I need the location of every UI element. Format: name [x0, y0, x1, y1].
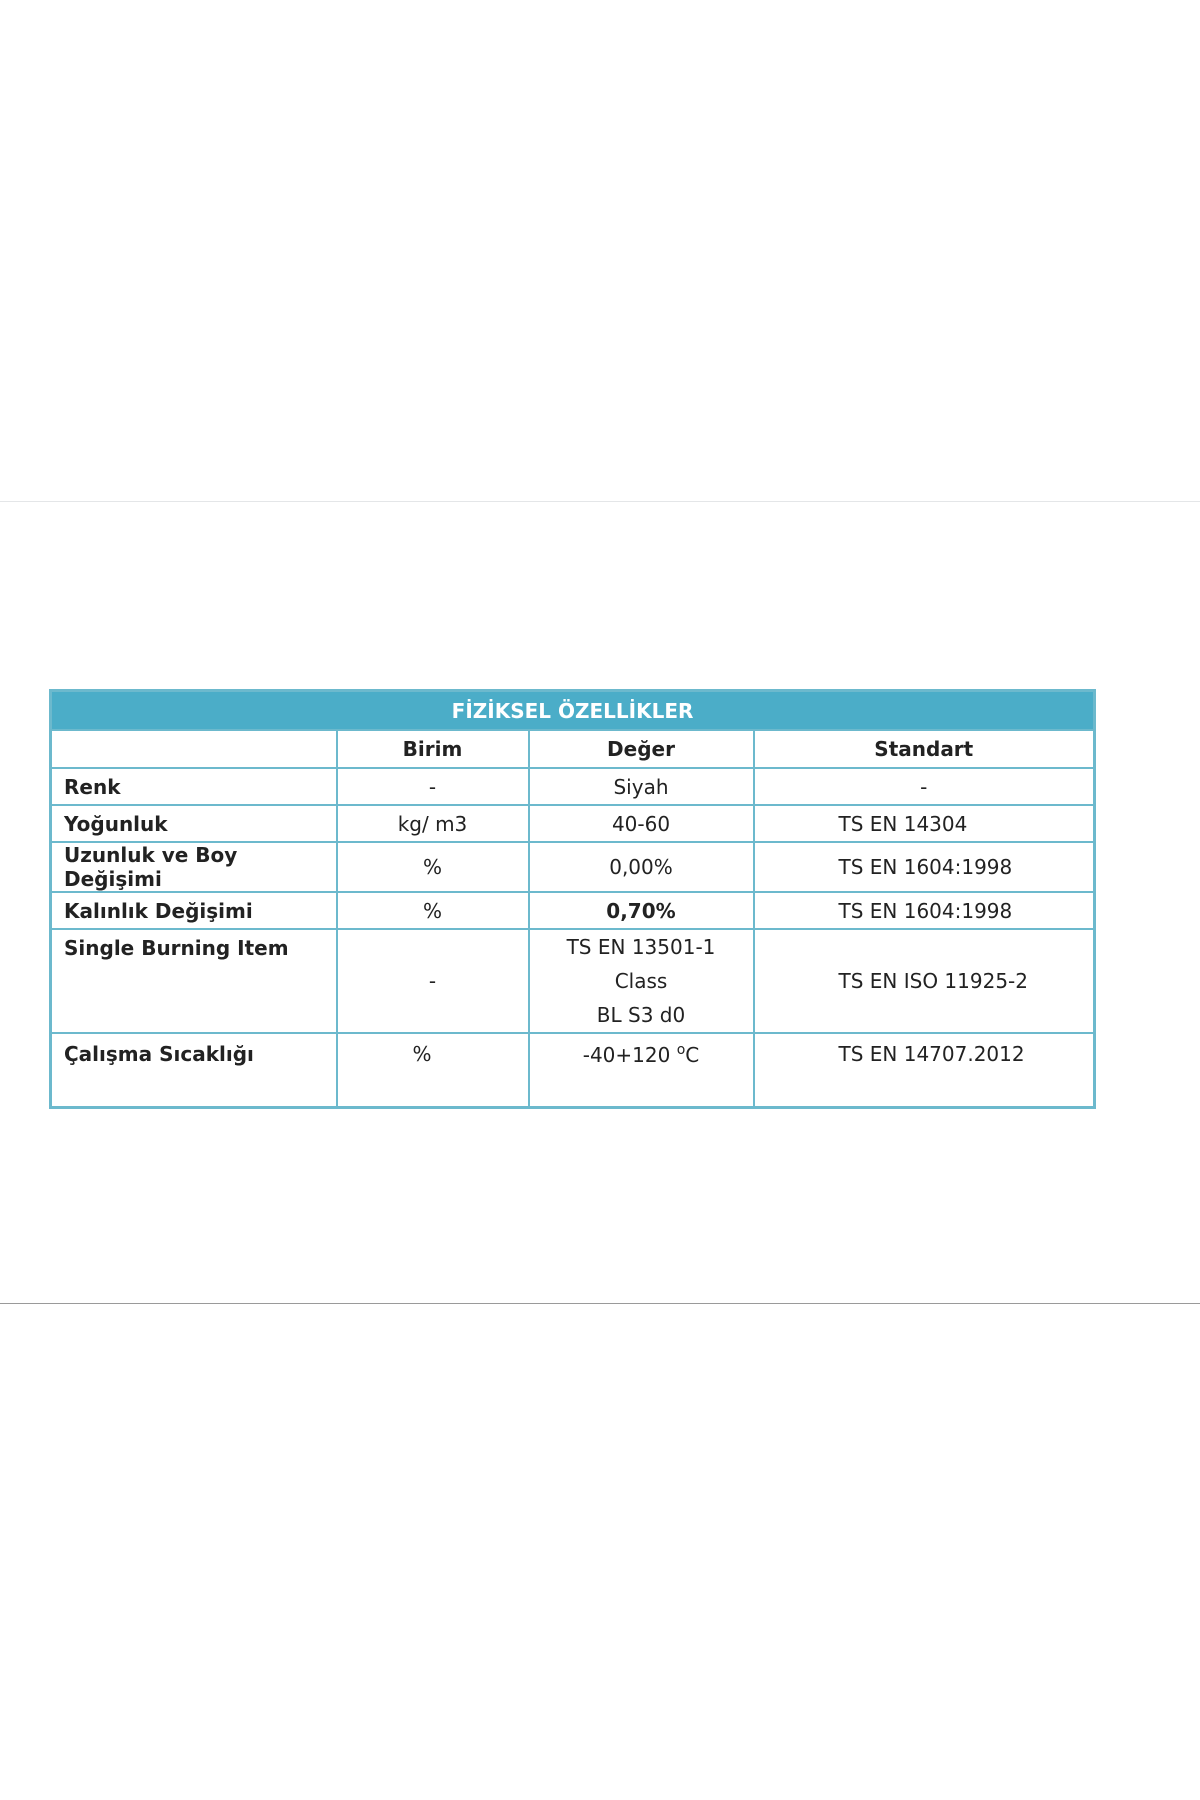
table-row	[51, 892, 1095, 929]
standard-cell: TS EN 1604:1998	[754, 842, 1095, 892]
value-cell	[529, 1033, 754, 1108]
property-cell: Single Burning Item	[51, 929, 337, 1033]
unit-cell: kg/ m3	[337, 805, 529, 842]
property-cell: Kalınlık Değişimi	[51, 892, 337, 929]
header-cell-standard: Standart	[754, 730, 1095, 768]
property-cell: Uzunluk ve Boy Değişimi	[51, 842, 337, 892]
standard-cell: TS EN 1604:1998	[754, 892, 1095, 929]
property-cell: Yoğunluk	[51, 805, 337, 842]
standard-cell: TS EN 14304	[754, 805, 1095, 842]
value-cell: 40-60	[529, 805, 754, 842]
temperature-unit: C	[685, 1043, 700, 1067]
top-divider	[0, 501, 1200, 502]
unit-cell: %	[337, 1033, 529, 1108]
table-row	[51, 768, 1095, 805]
table-header-row	[51, 730, 1095, 768]
value-cell: 0,70%	[529, 892, 754, 929]
header-cell-value: Değer	[529, 730, 754, 768]
unit-cell: %	[337, 892, 529, 929]
table-row	[51, 929, 1095, 1033]
property-cell: Renk	[51, 768, 337, 805]
unit-cell: -	[337, 929, 529, 1033]
unit-cell: -	[337, 768, 529, 805]
table-row	[51, 842, 1095, 892]
temperature-range: -40+120	[582, 1043, 671, 1067]
table-row	[51, 805, 1095, 842]
physical-properties-table	[49, 689, 1096, 1109]
value-cell	[529, 929, 754, 1033]
header-cell-property	[51, 730, 337, 768]
value-line-2: BL S3 d0	[596, 1003, 686, 1027]
standard-cell: TS EN ISO 11925-2	[754, 929, 1095, 1033]
degree-sup: o	[676, 1042, 686, 1058]
standard-cell: -	[754, 768, 1095, 805]
standard-cell: TS EN 14707.2012	[754, 1033, 1095, 1108]
table-title: FİZİKSEL ÖZELLİKLER	[51, 691, 1095, 731]
property-cell: Çalışma Sıcaklığı	[51, 1033, 337, 1108]
value-cell: Siyah	[529, 768, 754, 805]
header-cell-unit: Birim	[337, 730, 529, 768]
bottom-divider	[0, 1303, 1200, 1304]
value-cell: 0,00%	[529, 842, 754, 892]
table-row	[51, 1033, 1095, 1108]
value-line-1: TS EN 13501-1 Class	[566, 935, 716, 993]
unit-cell: %	[337, 842, 529, 892]
